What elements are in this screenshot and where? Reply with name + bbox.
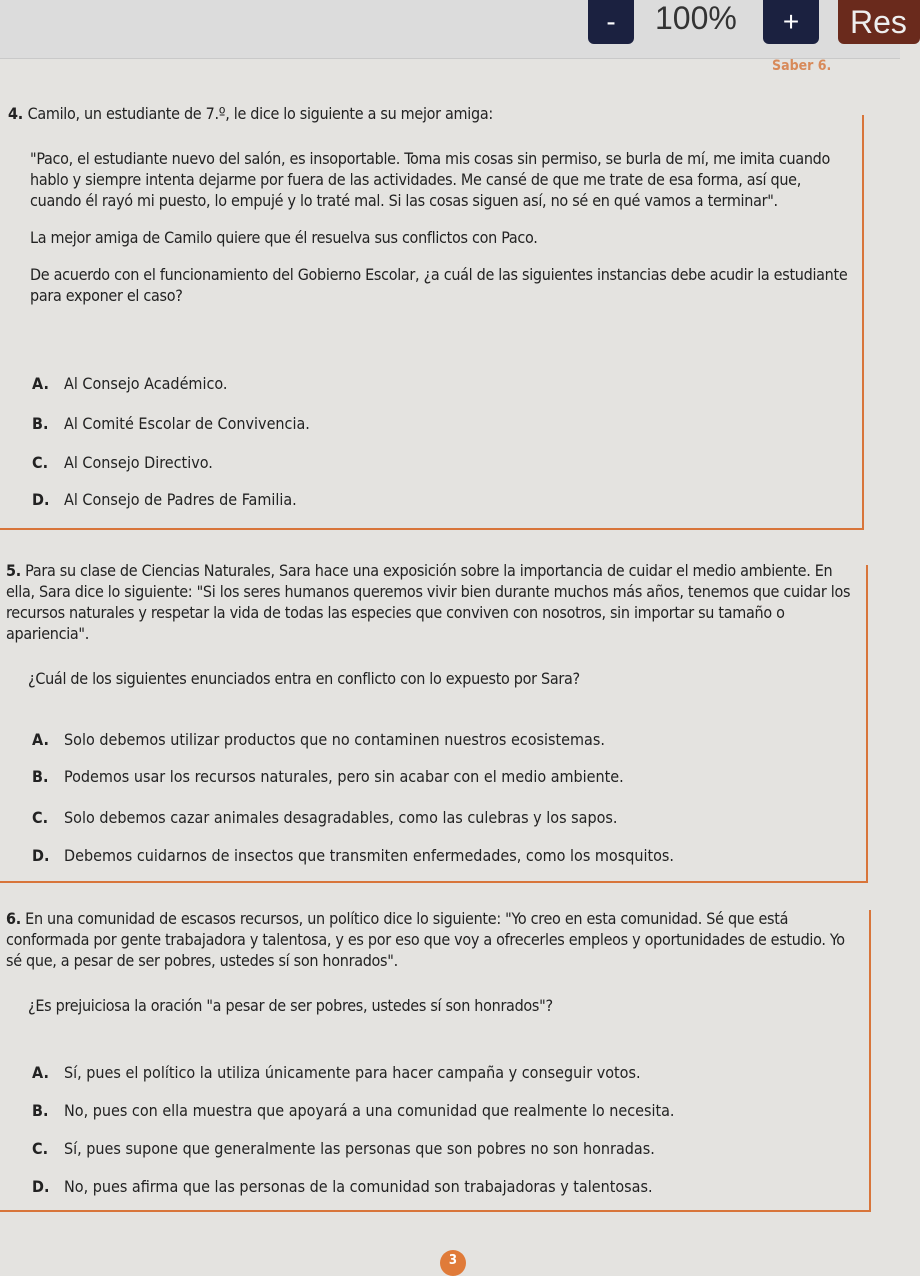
option-letter: D. — [32, 490, 50, 509]
option-letter: B. — [32, 1101, 49, 1120]
option-text: Debemos cuidarnos de insectos que transmiten enfermedades, como los mosquitos. — [64, 846, 674, 865]
option-d[interactable] — [32, 490, 297, 509]
option-text: Al Consejo de Padres de Familia. — [64, 490, 297, 509]
option-c[interactable] — [32, 453, 213, 472]
option-text: No, pues con ella muestra que apoyará a una comunidad que realmente lo necesita. — [64, 1101, 675, 1120]
zoom-in-button[interactable]: + — [763, 0, 819, 44]
option-letter: A. — [32, 374, 49, 393]
question-stem: Camilo, un estudiante de 7.º, le dice lo siguiente a su mejor amiga: — [27, 104, 493, 123]
zoom-level: 100% — [655, 0, 737, 36]
option-c[interactable] — [32, 808, 617, 827]
question: ¿Cuál de los siguientes enunciados entra en conflicto con lo expuesto por Sara? — [28, 669, 580, 688]
option-text: Solo debemos cazar animales desagradables, como las culebras y los sapos. — [64, 808, 618, 827]
option-text: Podemos usar los recursos naturales, pero sin acabar con el medio ambiente. — [64, 767, 624, 786]
option-a[interactable] — [32, 1063, 641, 1082]
question-6 — [6, 908, 858, 1016]
option-text: Al Comité Escolar de Convivencia. — [64, 414, 310, 433]
context: La mejor amiga de Camilo quiere que él resuelva sus conflictos con Paco. — [30, 228, 538, 247]
option-letter: A. — [32, 730, 49, 749]
option-b[interactable] — [32, 1101, 675, 1120]
option-text: Sí, pues el político la utiliza únicamente para hacer campaña y conseguir votos. — [64, 1063, 641, 1082]
option-text: Al Consejo Académico. — [64, 374, 228, 393]
page-header: Saber 6. — [772, 58, 832, 74]
option-a[interactable] — [32, 730, 605, 749]
option-text: Sí, pues supone que generalmente las personas que son pobres no son honradas. — [64, 1139, 655, 1158]
question: De acuerdo con el funcionamiento del Gobierno Escolar, ¿a cuál de las siguientes instancias debe acudir la estudiante para exponer el caso? — [30, 265, 848, 305]
question-5 — [6, 560, 854, 689]
option-letter: B. — [32, 414, 49, 433]
option-c[interactable] — [32, 1139, 655, 1158]
option-d[interactable] — [32, 1177, 653, 1196]
page-number: 3 — [440, 1250, 466, 1276]
option-letter: D. — [32, 1177, 50, 1196]
reset-button[interactable]: Res — [838, 0, 920, 44]
question-number: 6. — [6, 909, 21, 928]
option-letter: B. — [32, 767, 49, 786]
question-4 — [8, 103, 853, 306]
option-a[interactable] — [32, 374, 227, 393]
option-text: No, pues afirma que las personas de la comunidad son trabajadoras y talentosas. — [64, 1177, 653, 1196]
option-text: Solo debemos utilizar productos que no contaminen nuestros ecosistemas. — [64, 730, 605, 749]
question-number: 5. — [6, 561, 21, 580]
option-letter: C. — [32, 453, 49, 472]
zoom-toolbar — [0, 0, 907, 59]
option-text: Al Consejo Directivo. — [64, 453, 213, 472]
option-letter: C. — [32, 1139, 49, 1158]
question: ¿Es prejuiciosa la oración "a pesar de ser pobres, ustedes sí son honrados"? — [28, 996, 553, 1015]
option-b[interactable] — [32, 414, 310, 433]
option-letter: D. — [32, 846, 50, 865]
question-number: 4. — [8, 104, 23, 123]
option-letter: A. — [32, 1063, 49, 1082]
option-b[interactable] — [32, 767, 624, 786]
question-stem: En una comunidad de escasos recursos, un político dice lo siguiente: "Yo creo en esta comunidad. Sé que está conformada por gente trabajadora y talentosa, y es por eso que voy a ofrecerles empleos y oportunidades de estudio. Yo sé que, a pesar de ser pobres, ustedes sí son honrados". — [6, 909, 845, 970]
question-stem: Para su clase de Ciencias Naturales, Sara hace una exposición sobre la importancia de cuidar el medio ambiente. En ella, Sara dice lo siguiente: "Si los seres humanos queremos vivir bien durante muchos más años, tenemos que cuidar los recursos naturales y respetar la vida de todas las especies que conviven con nosotros, sin importar su tamaño o apariencia". — [6, 561, 851, 643]
quote: "Paco, el estudiante nuevo del salón, es insoportable. Toma mis cosas sin permiso, se burla de mí, me imita cuando hablo y siempre intenta dejarme por fuera de las actividades. Me cansé de que me trate de esa forma, así que, cuando él rayó mi puesto, lo empujé y lo traté mal. Si las cosas siguen así, no sé en qué vamos a terminar". — [30, 149, 831, 210]
option-d[interactable] — [32, 846, 674, 865]
zoom-out-button[interactable]: - — [588, 0, 634, 44]
option-letter: C. — [32, 808, 49, 827]
